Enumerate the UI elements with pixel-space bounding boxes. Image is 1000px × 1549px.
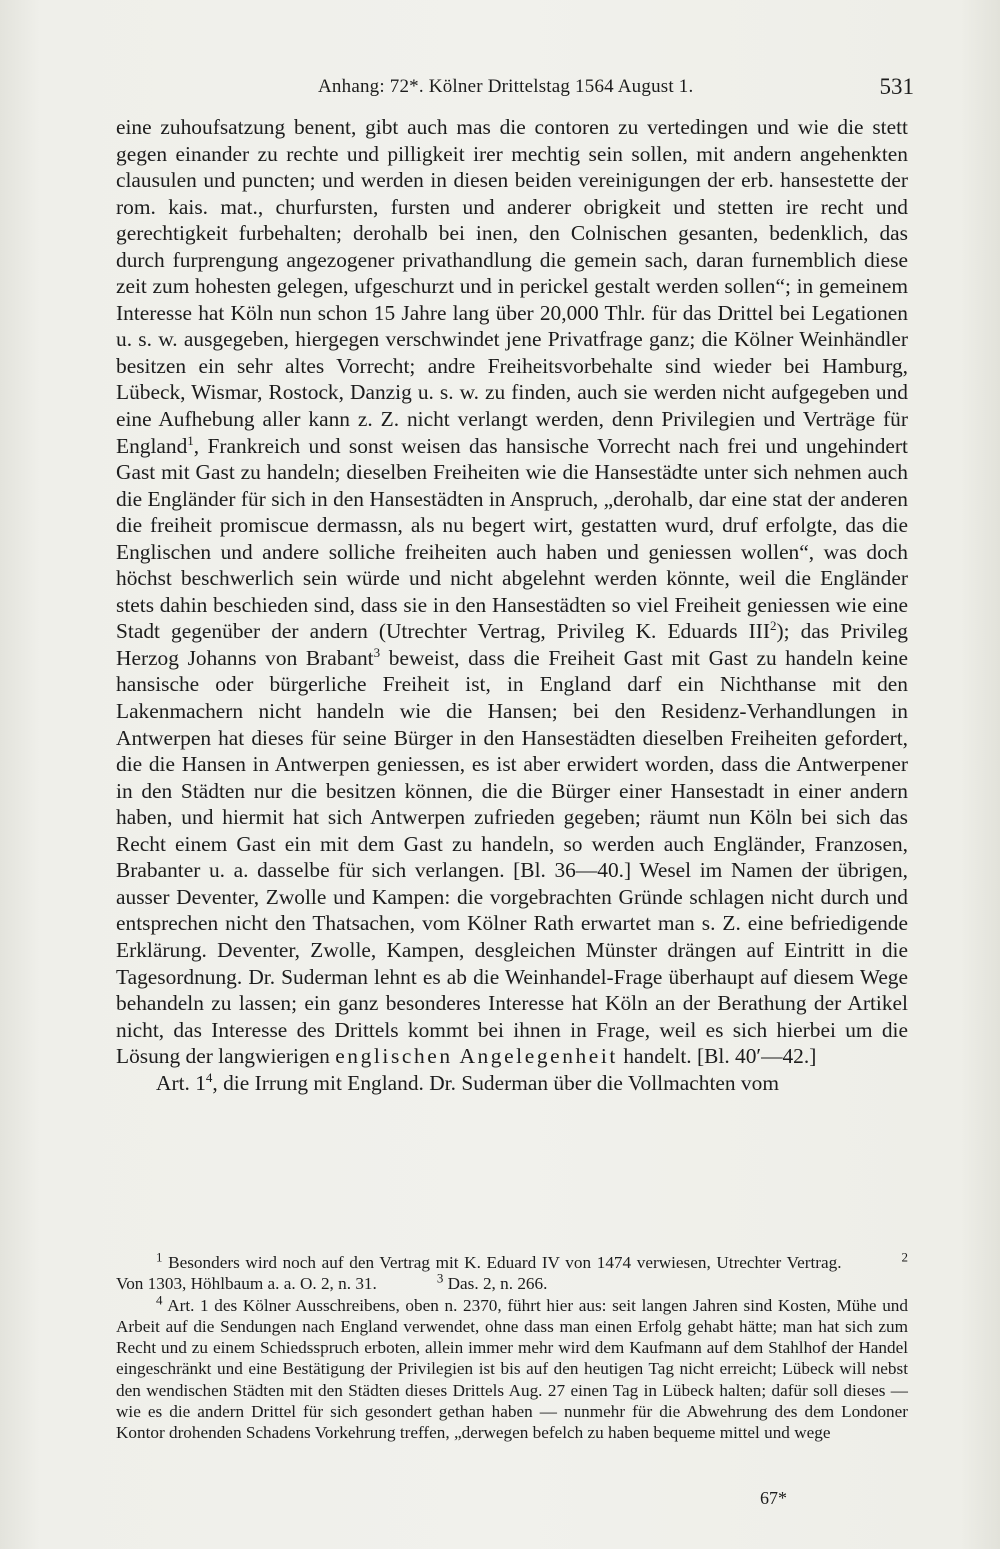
main-text <box>116 114 908 1096</box>
paragraph-1 <box>116 114 908 1070</box>
footnote-1-text: Besonders wird noch auf den Vertrag mit K. Eduard IV von 1474 verwiesen, Utrechter Vertrag. <box>162 1253 842 1272</box>
footnote-mark-2: 2 <box>901 1249 908 1265</box>
paragraph-1-text-2: , Frankreich und sonst weisen das hansische Vorrecht nach frei und ungehindert Gast mit Gast zu handeln; dieselben Freiheiten wie die Hansestädte unter sich nehmen auch die Engländer für sich in den Hansestädten in Anspruch, „derohalb, dar eine stat der anderen die freiheit promiscue dermassn, als nu begert wirt, gestatten wurd, druf erfolgte, das die Englischen und andere solliche freiheiten auch haben und geniessen wollen“, was doch höchst beschwerlich sein würde und nicht abgelehnt werden könnte, weil die Engländer stets dahin beschieden sind, dass sie in den Hansestädten so viel Freiheit geniessen wie eine Stadt gegenüber der andern (Utrechter Vertrag, Privileg K. Eduards III <box>116 433 908 644</box>
page-header <box>118 72 914 108</box>
paragraph-2-text: Art. 1 <box>156 1070 206 1095</box>
sheet-signature: 67* <box>760 1488 787 1508</box>
footnote-mark-1: 1 <box>156 1249 163 1265</box>
footnote-ref-2: 2 <box>770 618 777 634</box>
footnote-mark-3: 3 <box>436 1270 444 1286</box>
running-head: Anhang: 72*. Kölner Drittelstag 1564 August 1. <box>318 76 694 97</box>
footnote-4-text: Art. 1 des Kölner Ausschreibens, oben n. 2370, führt hier aus: seit langen Jahren sind Kosten, Mühe und Arbeit auf die Sendungen nach England verwendet, ohne dass man einen Erfolg gehabt hätte; man hat sich zum Recht und zu einem Schiedsspruch erboten, allein immer mehr wird dem Kaufmann auf dem Stahlhof der Handel eingeschränkt und eine Bestätigung der Privilegien ist bis auf den heutigen Tag nicht erreicht; Lübeck will nebst den wendischen Städten mit den Städten dieses Drittels Aug. 27 einen Tag in Lübeck halten; dafür soll dieses — wie es die andern Drittel für sich gesondert gethan haben — nunmehr für die Abwehrung des dem Londoner Kontor drohenden Schadens Vorkehrung treffen, „derwegen befelch zu haben bequeme mittel und wege <box>116 1295 908 1443</box>
paragraph-1-text: eine zuhoufsatzung benent, gibt auch mas die contoren zu vertedingen und wie die stett gegen einander zu rechte und pilligkeit irer mechtig sein sollen, mit andern angehenkten clausulen und puncten; und werden in diesen beiden vereinigungen der erb. hansestette der rom. kais. mat., churfursten, fursten und anderer obrigkeit und stetten ire recht und gerechtigkeit furbehalten; derohalb bei inen, den Colnischen gesanten, bedenklich, das durch furprengung angezogener privathandlung die gemein sach, daran furnemblich diese zeit zum hohesten gelegen, ufgeschurzt und in perickel gestalt werden sollen“; in gemeinem Interesse hat Köln nun schon 15 Jahre lang über 20,000 Thlr. für das Drittel bei Legationen u. s. w. ausgegeben, hiergegen verschwindet jene Privatfrage ganz; die Kölner Weinhändler besitzen ein sehr altes Vorrecht; andre Freiheitsvorbehalte sind wieder bei Hamburg, Lübeck, Wismar, Rostock, Danzig u. s. w. zu finden, auch sie werden nicht aufgegeben und eine Aufhebung aller kann z. Z. nicht verlangt werden, denn Privilegien und Verträge für England <box>116 115 908 458</box>
paragraph-2-text-2: , die Irrung mit England. Dr. Suderman über die Vollmachten vom <box>212 1070 779 1095</box>
footnote-1-3 <box>116 1249 908 1295</box>
footnote-ref-3: 3 <box>373 644 381 660</box>
paragraph-1-text-3: ); das Privileg Herzog Johanns von Brabant <box>116 619 908 670</box>
footnote-4 <box>116 1291 908 1444</box>
footnote-2-text: Von 1303, Höhlbaum a. a. O. 2, n. 31. <box>116 1274 377 1294</box>
paragraph-1-text-4: beweist, dass die Freiheit Gast mit Gast zu handeln keine hansische oder bürgerliche Freiheit ist, in England darf ein Nichthanse mit den Lakenmachern nicht handeln wie die Hansen; bei den Residenz-Verhandlungen in Antwerpen hat dieses für seine Bürger in den Hansestädten dieselben Freiheiten gefordert, die die Hansen in Antwerpen geniessen, es ist aber erwidert worden, dass die Antwerpener in den Städten nur die besitzen können, die die Bürger einer Hansestadt in einer andern haben, und hiermit hat sich Antwerpen zufrieden gegeben; räumt nun Köln bei sich das Recht einem Gast ein mit dem Gast zu handeln, so werden auch Engländer, Franzosen, Brabanter u. a. dasselbe für sich verlangen. [Bl. 36—40.] Wesel im Namen der übrigen, ausser Deventer, Zwolle und Kampen: die vorgebrachten Gründe schlagen nicht durch und entsprechen nicht den Thatsachen, vom Kölner Rath erwartet man s. Z. eine befriedigende Erklärung. Deventer, Zwolle, Kampen, desgleichen Münster drängen auf Eintritt in die Tagesordnung. Dr. Suderman lehnt es ab die Weinhandel-Frage überhaupt auf diesem Wege behandeln zu lassen; ein ganz besonderes Interesse hat Köln an der Berathung der Artikel nicht, das Interesse des Drittels kommt bei ihnen in Frage, weil es sich hierbei um die Lösung der langwierigen <box>116 645 908 1069</box>
paragraph-1-text-5: handelt. [Bl. 40′—42.] <box>617 1044 817 1069</box>
footnote-mark-4: 4 <box>156 1291 163 1307</box>
footnote-ref-4: 4 <box>205 1069 213 1085</box>
footnote-ref-1: 1 <box>187 432 194 448</box>
footnotes <box>116 1249 908 1444</box>
spaced-emphasis: englischen Angelegenheit <box>335 1044 618 1069</box>
paragraph-2 <box>116 1070 908 1097</box>
page-number: 531 <box>879 74 914 99</box>
footnote-3-text: Das. 2, n. 266. <box>443 1274 548 1294</box>
